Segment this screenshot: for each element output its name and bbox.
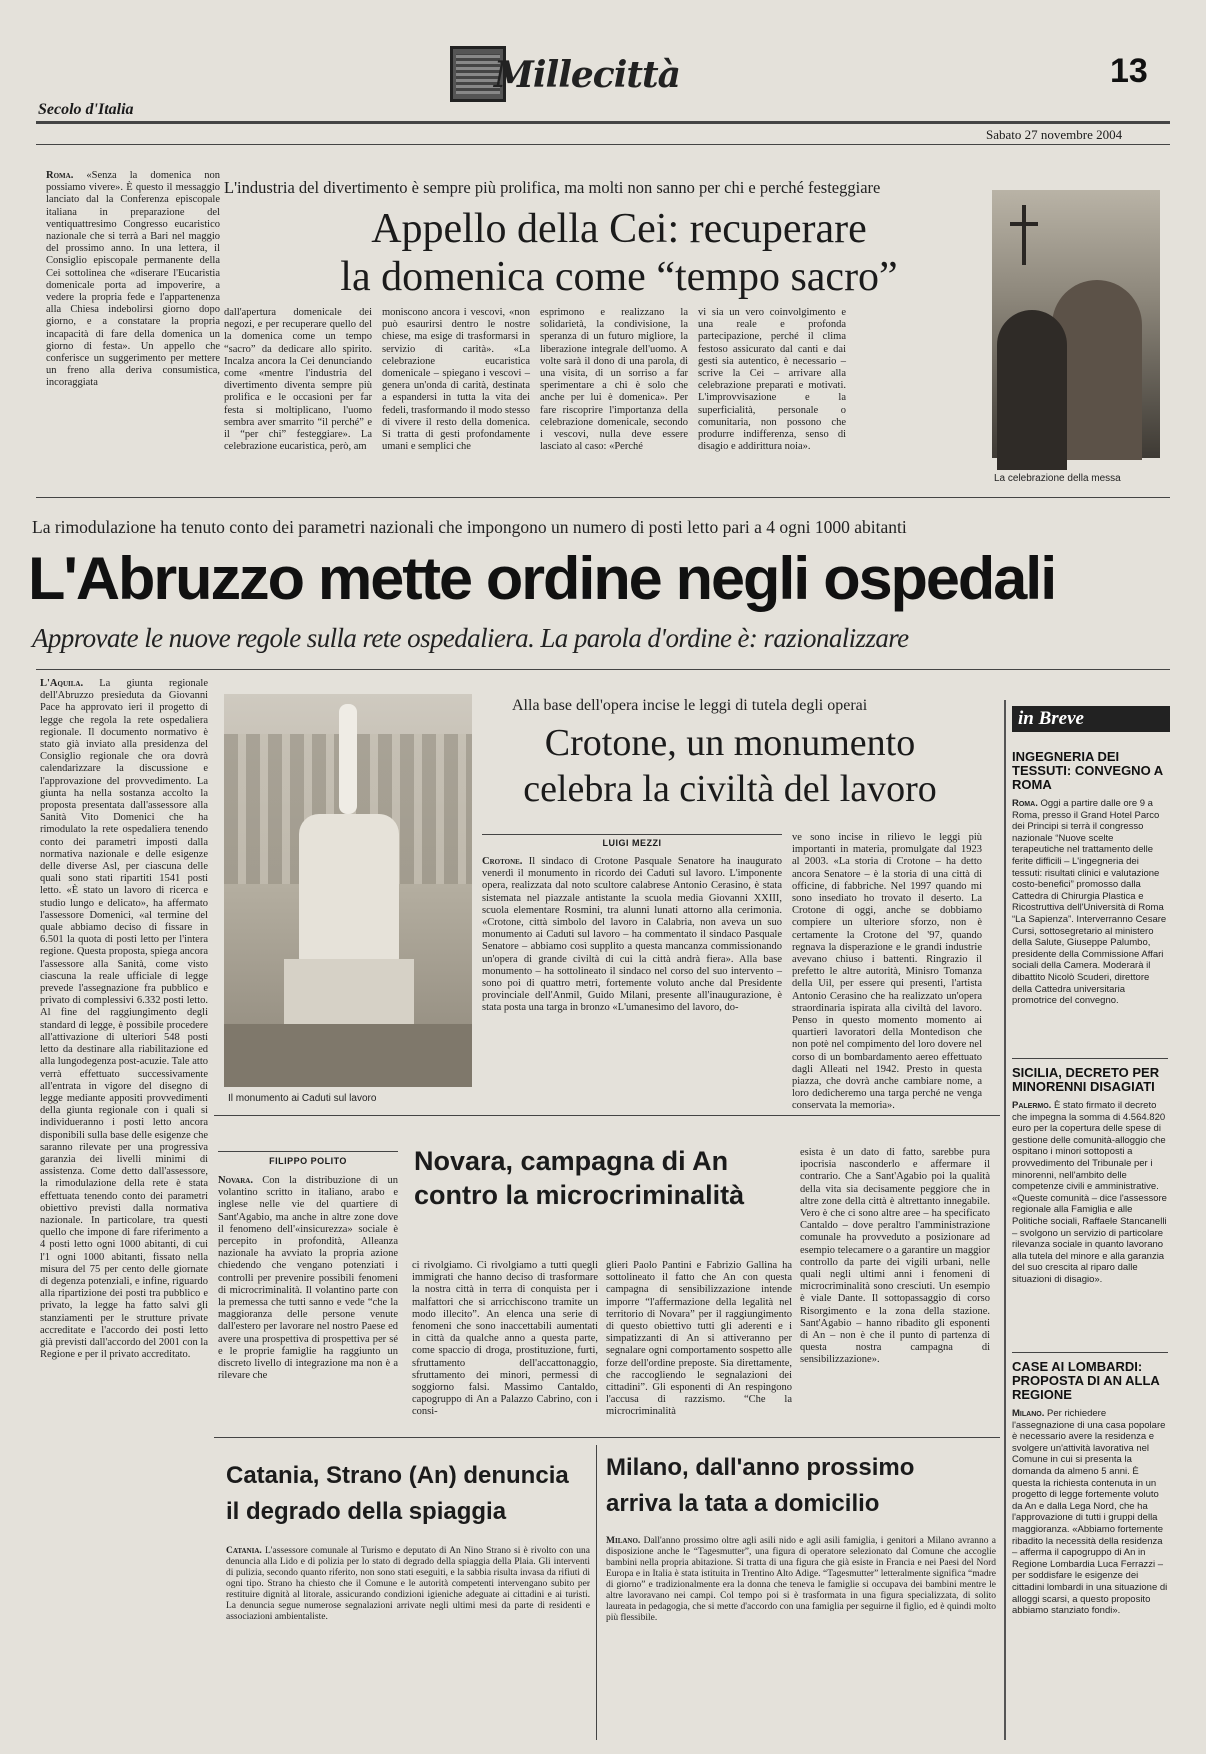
article-abruzzo-kicker: La rimodulazione ha tenuto conto dei parametri nazionali che impongono un numero di posti letto pari a 4 ogni 1000 abitanti bbox=[32, 517, 907, 537]
monument-photo bbox=[224, 694, 472, 1087]
article-crotone-col1: Crotone. Il sindaco di Crotone Pasquale Senatore ha inaugurato venerdì il monumento in ricordo dei Caduti sul lavoro. L'imponente opera, realizzata dal noto scultore calabrese Antonio Cerasino, è stata sistemata nel piazzale antistante la scuola media Giovanni XXIII, scuola elementare Rosmini, tra alunni lunati attorno alla cerimonia. «Crotone, città simbolo del lavoro in Calabria, non aveva un suo monumento ai Caduti sul lavoro – ha commentato il sindaco Pasquale Senatore – abbiamo così supplito a questa mancanza commissionando un'opera di grande civiltà di cui la città andrà fiera». Alla base monumento – ha sottolineato il sindaco nel corso del suo intervento – sono poi di quattro metri, fortemente voluto anche dal Presidente provinciale dell'Anmil, Guido Milani, presente all'inaugurazione, è stata posta una targa in bronzo «L'umanesimo del lavoro, do- bbox=[482, 856, 782, 1014]
article-cei-lead: Roma. «Senza la domenica non possiamo vivere». È questo il messaggio lanciato dal la Conferenza episcopale italiana in preparazione del ventiquattresimo Congresso eucaristico nazionale che si terrà a Bari nel maggio del prossimo anno. In una lettera, il Consiglio episcopale permanente della Cei sottolinea che «diserare l'Eucaristia domenicale porta ad impoverire, a vedere la propria fede e l'appartenenza alla Chiesa indebolirsi giorno dopo giorno, e a constatare la propria incapacità di fare della domenica un giorno di festa». Un appello che conferisce un suggerimento per mettere un freno alla deriva consumistica, incoraggiata bbox=[46, 170, 221, 389]
header-rule bbox=[36, 121, 1170, 124]
article-cei-col4: esprimono e realizzano la solidarietà, la condivisione, la speranza di un futuro migliore, la liberazione integrale dell'uomo. A volte sarà il dono di una parola, di una visita, di un sorriso a far sperimentare a chi è solo che anche per lui è domenica». Per fare riscoprire l'importanza della celebrazione domenicale, secondo i vescovi, nulla deve essere lasciato al caso: «Perché bbox=[540, 307, 688, 453]
brief-title: CASE AI LOMBARDI: PROPOSTA DI AN ALLA REGIONE bbox=[1012, 1359, 1160, 1402]
header-rule-thin bbox=[36, 144, 1170, 145]
article-cei-col5: vi sia un vero coinvolgimento e una reale e profonda partecipazione, perché il clima festoso assicurato dal canti e dai gesti sia autentico, è necessario – scrive la Cei – arrivare alla celebrazione preparati e motivati. L'improvvisazione e la superficialità, personale o comunitaria, non possono che produrre indifferenza, senso di disagio e addirittura noia». bbox=[698, 307, 846, 453]
header-logo bbox=[450, 40, 710, 110]
section-logo: Millecittà bbox=[494, 54, 680, 96]
article-abruzzo-title: L'Abruzzo mette ordine negli ospedali bbox=[28, 545, 1056, 612]
article-cei-kicker: L'industria del divertimento è sempre più prolifica, ma molti non sanno per chi e perché festeggiare bbox=[224, 178, 881, 197]
article-crotone-col2: ve sono incise in rilievo le leggi più importanti in materia, promulgate dal 1923 al 2003. «La storia di Crotone – ha detto ancora Senatore – è la storia di una città di officine, di fabbriche. Nel 1997 quando mi sono insediato ho trovato il deserto. La Crotone di oggi, anche se dobbiamo compiere un ulteriore sforzo, non è certamente la Crotone del '97, quando regnava la disperazione e le grandi industrie avevano chiuso i battenti. Ringrazio il prefetto le altre autorità, Minisro Tomanza della Uil, per essere qui presenti, l'artista Antonio Cerasino che ha realizzato un'opera straordinaria ispirata alla civiltà del lavoro. Penso in questo momento momento ai quartieri lavoratori della Montedison che non potè nel compimento del loro dovere nel corso di un bombardamento aereo effettuato dagli Alleati nel 1942. Presto in questa piazza, che dovrà anche cambiare nome, a loro dedicheremo una targa perché ne venga conservata la memoria». bbox=[792, 832, 982, 1112]
brief-title: INGEGNERIA DEI TESSUTI: CONVEGNO A ROMA bbox=[1012, 749, 1163, 792]
brief-text: Palermo. È stato firmato il decreto che impegna la somma di 4.564.820 euro per la copertura delle spese di gestione delle comunità-alloggio che ospitano i minori sottoposti a provvedimento del Tribunale per i minorenni, nell'ambito delle competenze civili e amministrative. «Queste comunità – dice l'assessore regionale alla Famiglia e alle Politiche sociali, Raffaele Stancanelli – svolgono un servizio di particolare rilevanza sociale in quanto lavorano alla tutela del minore e alla garanzia del suo crescita al riparo dalle situazioni di disagio». bbox=[1012, 1100, 1167, 1285]
brief-title: SICILIA, DECRETO PER MINORENNI DISAGIATI bbox=[1012, 1065, 1160, 1094]
article-novara-col4: esista è un dato di fatto, sarebbe pura ipocrisia nasconderlo e affermare il contrario. Che a Sant'Agabio poi la qualità della vita sia decisamente peggiore che in altre zone della città è altrettanto innegabile. Vero è che ci sono altre aree – ha specificato Cantaldo – dove peraltro l'amministrazione comunale ha provveduto a posizionare ad esempio telecamere o a garantire un maggior controllo da parte dei vigili urbani, nelle quali negli ultimi anni i fenomeni di microcriminalità sono cresciuti. Un esempio è viale Dante. Il sottopassaggio di corso Risorgimento e la zona della stazione. Sant'Agabio – hanno ribadito gli esponenti di An – non è che il punto di partenza di questa nostra campagna di sensibilizzazione». bbox=[800, 1147, 990, 1366]
brief-item bbox=[1012, 750, 1168, 1020]
article-novara-col2: ci rivolgiamo. Ci rivolgiamo a tutti quegli immigrati che hanno deciso di trasformare la nostra città in terra di conquista per i malfattori che si arricchiscono tramite un modo illecito”. An elenca una serie di fenomeni che sono inaccettabili aumentati in città da qualche anno a questa parte, come spaccio di droga, prostituzione, furti, sfruttamento dell'accattonaggio, sfruttamento dei minori, permessi di soggiorno falsi. Massimo Cantaldo, capogruppo di An a Palazzo Cabrino, con i consi- bbox=[412, 1260, 598, 1418]
article-novara-title: Novara, campagna di An contro la microcriminalità bbox=[414, 1146, 745, 1210]
inbreve-column bbox=[1004, 700, 1170, 1740]
article-cei bbox=[36, 155, 1170, 485]
brief-item bbox=[1012, 1360, 1168, 1722]
article-crotone-kicker: Alla base dell'opera incise le leggi di tutela degli operai bbox=[512, 697, 868, 714]
paper-name: Secolo d'Italia bbox=[38, 101, 134, 118]
section-divider-4 bbox=[214, 1437, 1000, 1438]
inbreve-rule bbox=[1004, 700, 1006, 1740]
brief-divider bbox=[1012, 1058, 1168, 1059]
brief-divider bbox=[1012, 1352, 1168, 1353]
article-abruzzo-subtitle: Approvate le nuove regole sulla rete ospedaliera. La parola d'ordine è: razionalizzare bbox=[32, 623, 909, 653]
article-abruzzo-body: L'Aquila. La giunta regionale dell'Abruzzo presieduta da Giovanni Pace ha approvato ieri il progetto di legge che regola la rete ospedaliera regionale. Il documento normativo è stato già inviato alla presidenza del Consiglio regionale che ora dovrà calendarizzare la discussione e l'approvazione del provvedimento. La giunta ha nella sostanza accolto la proposta presentata dall'assessore alla Sanità Vito Domenici che ha rimodulato la rete ospedaliera tenendo conto dei parametri imposti dalla normativa nazionale e delle esigenze delle diverse Asl, per ciascuna delle quali sono stati ripartiti 1541 posti letto. «È stato un lavoro di ricerca e studio lungo e delicato», ha affermato l'assessore Domenici, «al termine del quale abbiamo deciso di fissare in 6.501 la quota di posti letto per l'intera regione. Questa proposta, spiega ancora l'assessore alla Sanità, come visto ciascuna la reale ufficiale di legge prevede l'assegnazione fra pubblico e privato di complessivi 6.332 posti letto. Al fine del raggiungimento degli standard di legge, è possibile procedere all'attivazione di ulteriori 548 posti letto da destinare alla riabilitazione ed alla lungodegenza post-acuzie. Tale atto verrà effettuato successivamente all'entrata in vigore del disegno di legge mediante appositi provvedimenti della giunta regionale con i quali si individueranno i posti letto ancora disponibili sulla base delle esigenze che saranno rilevate per una progressiva garanzia dei livelli minimi di assistenza. Come detto dall'assessore, la rimodulazione della rete è stata effettuata tenendo conto dei parametri obiettivo previsti dalla normativa nazionale. In particolare, tra questi quello che impone di fare riferimento a 4 posti letto ogni 1000 abitanti, di cui l'1 ogni 1000 abitanti, fissato nella misura del 75 per cento delle giornate di degenza potenziali, e infine, riguardo alla ripartizione dei posti tra pubblico e privato, la legge ha fatto salvi gli stanziamenti per le strutture private accreditate e l'accordo dei posti letto già previsti dall'accordo del 2001 con la Regione e per il privato accreditato. bbox=[40, 678, 209, 1361]
page-number: 13 bbox=[1110, 52, 1148, 90]
article-milano-body: Milano. Dall'anno prossimo oltre agli asili nido e agli asili famiglia, i genitori a Milano avranno a disposizione anche le “Tagesmutter”, una figura di operatore selezionato dal Comune che accoglie bambini nella propria abitazione. Si tratta di una figura che già esiste in Francia e nei Paesi del Nord Europa e in Italia è stata istituita in Trentino Alto Adige. “Tagesmutter” letteralmente significa “madre di giorno” e tradizionalmente era la donna che teneva le famiglie si occupava dei bambini mentre le altre lavoravano nei campi. Col tempo poi si è trasformata in una figura specializzata, di solito laureata in pedagogia, che si mette d'accordo con una famiglia per seguirne il figlio, ed è quindi molto più flessibile. bbox=[606, 1536, 996, 1623]
brief-text: Milano. Per richiedere l'assegnazione di una casa popolare è necessario avere la residenza e svolgere un'attività lavorativa nel Comune in cui si presenta la domanda da almeno 5 anni. È questa la richiesta contenuta in un progetto di legge fortemente voluto da An e dalla Lega Nord, che ha l'approvazione di tutti i gruppi della maggioranza. «Abbiamo fortemente ribadito la necessità della residenza – afferma il capogruppo di An in Regione Lombardia Luca Ferrazzi – per soddisfare le esigenze dei cittadini lombardi in una situazione di alloggi scarsi, a questo proposito abbiamo stanziato fondi». bbox=[1012, 1408, 1168, 1617]
monument-photo-caption: Il monumento ai Caduti sul lavoro bbox=[228, 1093, 377, 1104]
mass-photo-caption: La celebrazione della messa bbox=[994, 473, 1121, 484]
article-catania-title: Catania, Strano (An) denuncia il degrado della spiaggia bbox=[226, 1462, 569, 1525]
mass-photo bbox=[992, 190, 1160, 458]
article-milano-title: Milano, dall'anno prossimo arriva la tata a domicilio bbox=[606, 1454, 915, 1517]
section-divider-3 bbox=[214, 1115, 1000, 1116]
crotone-byline-rule bbox=[482, 834, 782, 835]
section-divider-2 bbox=[36, 669, 1170, 670]
novara-byline-rule bbox=[218, 1151, 398, 1152]
section-divider-1 bbox=[36, 497, 1170, 498]
brief-text: Roma. Oggi a partire dalle ore 9 a Roma, presso il Grand Hotel Parco dei Principi si terrà il congresso nazionale “Nuove scelte terapeutiche nel trattamento delle ferite difficili – L'ingegneria dei tessuti: risultati clinici e valutazione costo-benefici” promosso dalla Cattedra di Chirurgia Plastica e Ricostruttiva dell'Università di Roma “La Sapienza”. Interverranno Cesare Cursi, sottosegretario al ministero della Salute, Giuseppe Palumbo, presidente della Commissione Affari sociali della Camera. Moderarà il dibattito Nicolò Scuderi, direttore della Cattedra universitaria promotrice del convegno. bbox=[1012, 798, 1167, 1007]
article-novara-col1: Novara. Con la distribuzione di un volantino scritto in italiano, arabo e inglese nelle vie del quartiere di Sant'Agabio, ma anche in altre zone dove il fenomeno dell'«insicurezza» sociale è percepito in profondità, Alleanza nazionale ha avviato la propria azione chiedendo che vengano potenziati i controlli per prevenire possibili fenomeni di microcriminalità. Il volantino parte con la premessa che tutti sanno e vede “che la maggioranza delle persone venute dall'estero per lavorare nel nostro Paese ed avere una prospettiva di prospettiva per sé e le proprie famiglie ha raggiunto un discreto livello di integrazione ma non è a rilevare che bbox=[218, 1175, 399, 1382]
article-cei-col2: dall'apertura domenicale dei negozi, e per recuperare quello del la domenica come un tempo “sacro” da dedicare allo spirito. Incalza ancora la Cei denunciando come «mentre l'industria del divertimento diventa sempre più prolifica e le occasioni per far festa si moltiplicano, l'uomo sembra aver smarrito “il perché” e il “per chi” festeggiare». La celebrazione eucaristica, però, am bbox=[224, 307, 372, 453]
brief-item bbox=[1012, 1066, 1168, 1314]
issue-date: Sabato 27 novembre 2004 bbox=[986, 127, 1123, 142]
article-novara-byline: FILIPPO POLITO bbox=[269, 1156, 347, 1166]
vertical-divider bbox=[596, 1445, 597, 1740]
article-novara-col3: glieri Paolo Pantini e Fabrizio Gallina ha sottolineato il fatto che An con questa campagna di sensibilizzazione intende imporre “l'affermazione della legalità nel territorio di Novara” per il raggiungimento di questo obiettivo tutti gli aderenti e i simpatizzanti di An si attiveranno per segnalare ogni comportamento sospetto alle forze dell'ordine preposte. Sia direttamente, che raccogliendo le segnalazioni dei cittadini”. Gli esponenti di An respingono l'accusa di razzismo. “Che la microcriminalità bbox=[606, 1260, 792, 1418]
inbreve-header: in Breve bbox=[1012, 706, 1170, 732]
article-catania-body: Catania. L'assessore comunale al Turismo e deputato di An Nino Strano si è rivolto con una denuncia alla Lido e di polizia per lo stato di degrado della spiaggia della Plaia. Gli interventi di pulizia, secondo quanto riferito, non sono stati eseguiti, e la sabbia risulta invasa da rifiuti di ogni tipo. Strano ha chiesto che il Comune e le autorità competenti intervengano subito per restituire dignità al litorale, assicurando condizioni igieniche adeguate ai cittadini e ai turisti. La denuncia segue numerose segnalazioni arrivate negli ultimi mesi da parte di residenti e associazioni ambientaliste. bbox=[226, 1546, 590, 1622]
article-crotone-byline: LUIGI MEZZI bbox=[602, 838, 662, 848]
article-cei-title: Appello della Cei: recuperare la domenica come “tempo sacro” bbox=[340, 206, 898, 300]
article-crotone-title: Crotone, un monumento celebra la civiltà del lavoro bbox=[523, 722, 937, 810]
article-cei-col3: moniscono ancora i vescovi, «non può esaurirsi dentro le nostre chiese, ma esige di trasformarsi in servizio di carità». «La celebrazione eucaristica domenicale – spiegano i vescovi – genera un'onda di carità, destinata a espandersi in tutta la vita dei fedeli, trasformando il modo stesso di vivere il resto della domenica. Si tratta di gesti profondamente umani e semplici che bbox=[382, 307, 530, 453]
